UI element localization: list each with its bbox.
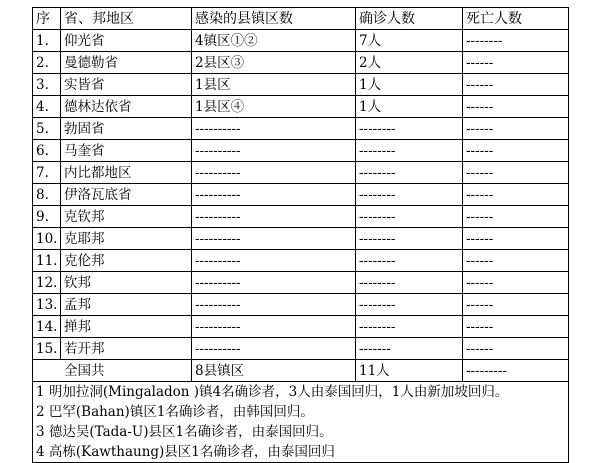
row-counties: ----------	[192, 294, 356, 316]
row-deaths: ------	[463, 162, 569, 184]
row-region: 钦邦	[61, 272, 192, 294]
row-counties: ----------	[192, 206, 356, 228]
row-deaths: ------	[463, 228, 569, 250]
row-confirmed: --------	[356, 294, 463, 316]
total-counties: 8县镇区	[192, 360, 356, 382]
row-confirmed: --------	[356, 316, 463, 338]
row-deaths: --------	[463, 30, 569, 52]
table-row	[33, 316, 569, 338]
header-confirmed: 确诊人数	[356, 8, 463, 30]
table-row	[33, 228, 569, 250]
row-confirmed: 1人	[356, 96, 463, 118]
row-region: 孟邦	[61, 294, 192, 316]
row-confirmed: --------	[356, 272, 463, 294]
row-confirmed: --------	[356, 228, 463, 250]
row-counties: ----------	[192, 272, 356, 294]
notes-cell	[33, 382, 569, 463]
row-region: 内比都地区	[61, 162, 192, 184]
row-confirmed: --------	[356, 118, 463, 140]
row-confirmed: 7人	[356, 30, 463, 52]
row-number: 11.	[33, 250, 61, 272]
table-row	[33, 206, 569, 228]
row-deaths: ------	[463, 118, 569, 140]
row-region: 掸邦	[61, 316, 192, 338]
table-row	[33, 338, 569, 360]
row-region: 克耶邦	[61, 228, 192, 250]
row-deaths: ------	[463, 294, 569, 316]
row-confirmed: 2人	[356, 52, 463, 74]
row-number: 1.	[33, 30, 61, 52]
row-counties: 4镇区①②	[192, 30, 356, 52]
row-counties: ----------	[192, 184, 356, 206]
header-region: 省、邦地区	[61, 8, 192, 30]
note-1: 1 明加拉洞(Mingaladon )镇4名确诊者，3人由泰国回归，1人由新加坡回归。	[36, 384, 509, 400]
row-number: 14.	[33, 316, 61, 338]
row-number: 4.	[33, 96, 61, 118]
row-number: 2.	[33, 52, 61, 74]
note-2: 2 巴罕(Bahan)镇区1名确诊者，由韩国回归。	[36, 404, 314, 420]
header-row	[33, 8, 569, 30]
row-number: 7.	[33, 162, 61, 184]
row-counties: ----------	[192, 316, 356, 338]
row-region: 若开邦	[61, 338, 192, 360]
row-counties: ----------	[192, 162, 356, 184]
row-confirmed: 1人	[356, 74, 463, 96]
row-confirmed: -------	[356, 338, 463, 360]
total-label-text: 全国共	[64, 362, 105, 379]
row-counties: ----------	[192, 338, 356, 360]
row-region: 伊洛瓦底省	[61, 184, 192, 206]
row-region: 克伦邦	[61, 250, 192, 272]
row-region: 克钦邦	[61, 206, 192, 228]
table-body	[33, 30, 569, 360]
row-deaths: ------	[463, 316, 569, 338]
total-deaths: ---------	[463, 360, 569, 382]
row-counties: 1县区	[192, 74, 356, 96]
table-row	[33, 96, 569, 118]
header-no: 序	[33, 8, 61, 30]
covid-region-table	[32, 7, 569, 463]
table-row	[33, 294, 569, 316]
row-number: 15.	[33, 338, 61, 360]
row-number: 5.	[33, 118, 61, 140]
row-number: 13.	[33, 294, 61, 316]
row-number: 6.	[33, 140, 61, 162]
total-label	[33, 360, 192, 382]
row-number: 10.	[33, 228, 61, 250]
header-counties: 感染的县镇区数	[192, 8, 356, 30]
row-confirmed: --------	[356, 140, 463, 162]
row-confirmed: --------	[356, 250, 463, 272]
table-row	[33, 250, 569, 272]
note-3: 3 德达吴(Tada-U)县区1名确诊者，由泰国回归。	[36, 424, 333, 440]
table-row	[33, 162, 569, 184]
row-number: 9.	[33, 206, 61, 228]
row-counties: ----------	[192, 118, 356, 140]
row-deaths: ------	[463, 74, 569, 96]
row-region: 德林达依省	[61, 96, 192, 118]
table-row	[33, 74, 569, 96]
row-deaths: ------	[463, 272, 569, 294]
notes-row	[33, 382, 569, 463]
row-deaths: ------	[463, 52, 569, 74]
total-confirmed: 11人	[356, 360, 463, 382]
row-confirmed: --------	[356, 206, 463, 228]
row-region: 马奎省	[61, 140, 192, 162]
total-row	[33, 360, 569, 382]
row-deaths: ------	[463, 250, 569, 272]
table-row	[33, 184, 569, 206]
row-counties: ----------	[192, 228, 356, 250]
row-number: 8.	[33, 184, 61, 206]
row-region: 曼德勒省	[61, 52, 192, 74]
row-confirmed: --------	[356, 162, 463, 184]
header-deaths: 死亡人数	[463, 8, 569, 30]
row-deaths: ------	[463, 140, 569, 162]
row-counties: 2县区③	[192, 52, 356, 74]
table-row	[33, 52, 569, 74]
row-deaths: ------	[463, 338, 569, 360]
table-row	[33, 140, 569, 162]
table-row	[33, 30, 569, 52]
row-number: 12.	[33, 272, 61, 294]
row-counties: 1县区④	[192, 96, 356, 118]
table-row	[33, 272, 569, 294]
table-row	[33, 118, 569, 140]
row-deaths: ------	[463, 96, 569, 118]
row-region: 仰光省	[61, 30, 192, 52]
row-number: 3.	[33, 74, 61, 96]
row-confirmed: --------	[356, 184, 463, 206]
row-deaths: ------	[463, 184, 569, 206]
row-deaths: ------	[463, 206, 569, 228]
row-counties: ----------	[192, 250, 356, 272]
row-region: 实皆省	[61, 74, 192, 96]
note-4: 4 高栋(Kawthaung)县区1名确诊者，由泰国回归	[36, 444, 335, 460]
row-region: 勃固省	[61, 118, 192, 140]
row-counties: ----------	[192, 140, 356, 162]
